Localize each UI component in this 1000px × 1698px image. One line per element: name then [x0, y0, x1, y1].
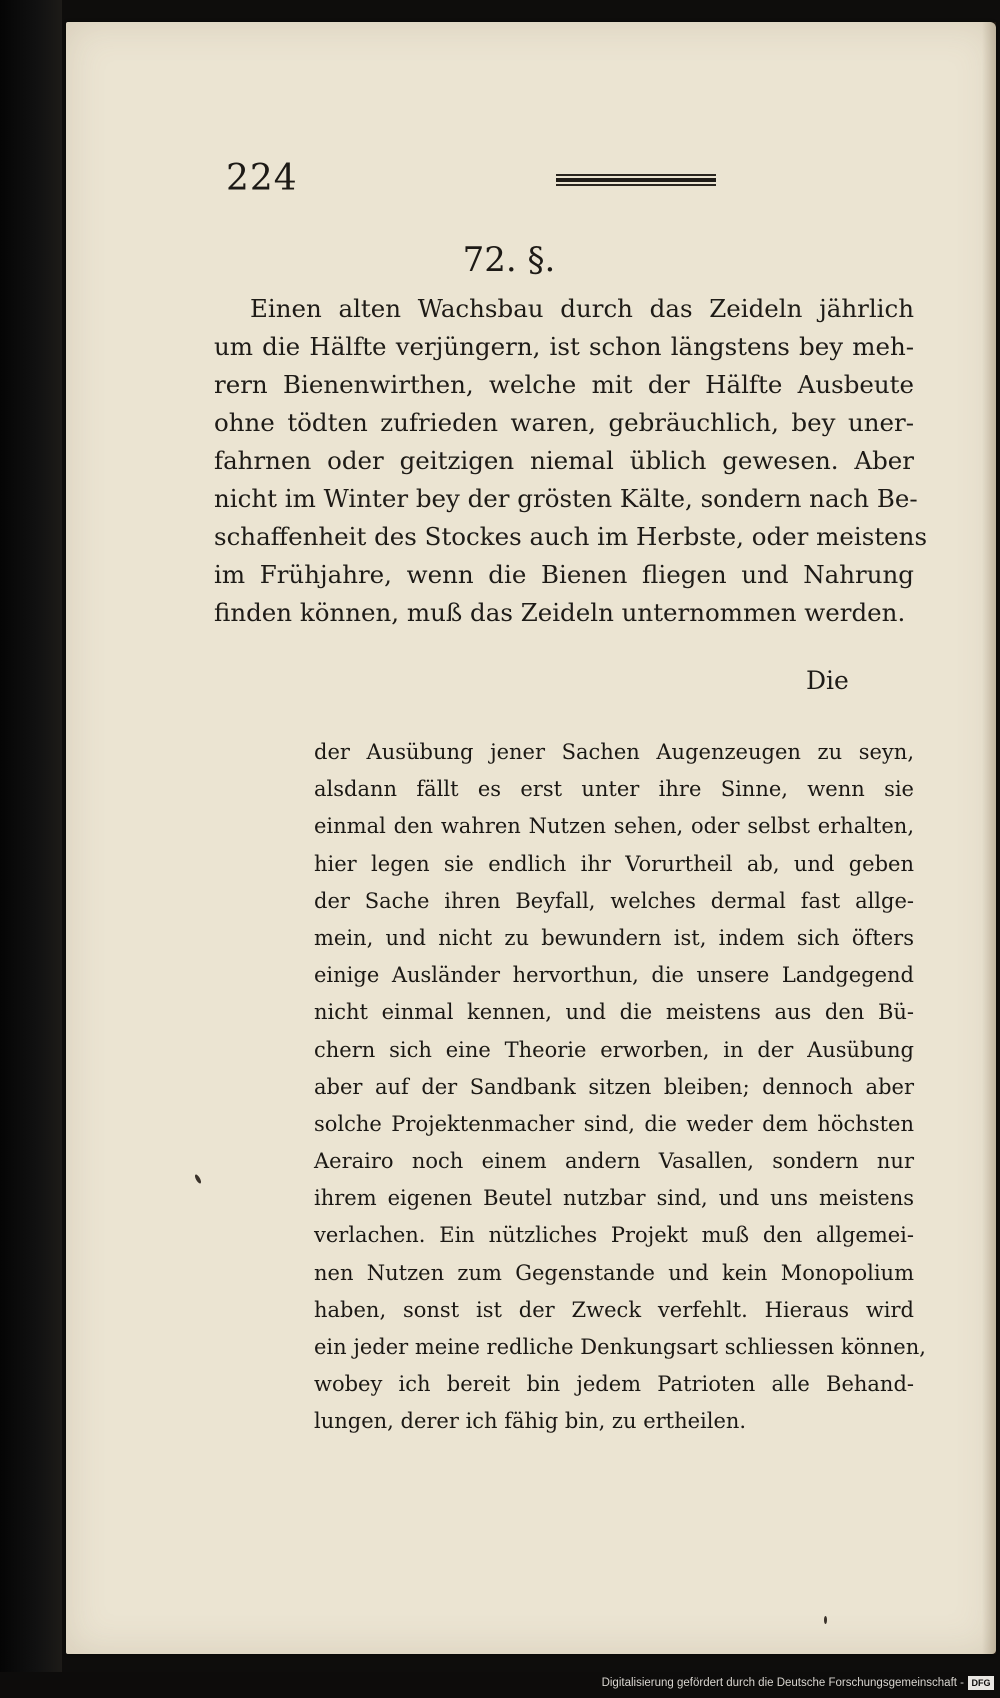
main-line: Einen alten Wachsbau durch das Zeideln jährlich [250, 294, 914, 323]
note-line: haben, sonst ist der Zweck verfehlt. Hieraus wird [314, 1297, 914, 1322]
note-line: nicht einmal kennen, und die meistens aus den Bü- [314, 1000, 914, 1025]
note-line: verlachen. Ein nützliches Projekt muß den allgemei- [314, 1223, 914, 1248]
section-heading: 72. §. [462, 240, 556, 280]
note-line: lungen, derer ich fähig bin, zu ertheilen. [314, 1409, 747, 1434]
main-line: nicht im Winter bey der grösten Kälte, sondern nach Be- [214, 484, 918, 513]
page-header [226, 158, 746, 218]
main-line: rern Bienenwirthen, welche mit der Hälfte Ausbeute [214, 370, 914, 399]
note-line: hier legen sie endlich ihr Vorurtheil ab, und geben [314, 851, 914, 876]
note-line: solche Projektenmacher sind, die weder dem höchsten [314, 1111, 914, 1136]
note-line: einmal den wahren Nutzen sehen, oder selbst erhalten, [314, 814, 914, 839]
paper-speck [194, 1174, 202, 1185]
page-fold-shadow [982, 22, 996, 1654]
note-line: mein, und nicht zu bewundern ist, indem sich öfters [314, 925, 914, 950]
note-line: nen Nutzen zum Gegenstande und kein Monopolium [314, 1260, 914, 1285]
main-line: um die Hälfte verjüngern, ist schon längstens bey meh- [214, 332, 914, 361]
book-page [66, 22, 996, 1654]
footer-credit: Digitalisierung gefördert durch die Deutsche Forschungsgemeinschaft - [601, 1677, 964, 1689]
digitization-footer [0, 1672, 1000, 1698]
main-line: finden können, muß das Zeideln unternommen werden. [214, 598, 906, 627]
main-line: schaffenheit des Stockes auch im Herbste, oder meistens [214, 522, 928, 551]
main-line: ohne tödten zufrieden waren, gebräuchlich, bey uner- [214, 408, 914, 437]
page-number: 224 [226, 158, 298, 199]
note-line: Aerairo noch einem andern Vasallen, sondern nur [314, 1149, 914, 1174]
main-line: fahrnen oder geitzigen niemal üblich gewesen. Aber [214, 446, 914, 475]
paper-speck [824, 1616, 827, 1624]
header-rule [556, 174, 716, 186]
dfg-logo: DFG [968, 1676, 994, 1690]
main-paragraph [214, 290, 928, 632]
note-line: chern sich eine Theorie erworben, in der Ausübung [314, 1037, 914, 1062]
note-line: aber auf der Sandbank sitzen bleiben; dennoch aber [314, 1074, 914, 1099]
note-line: einige Ausländer hervorthun, die unsere Landgegend [314, 963, 914, 988]
note-line: der Sache ihren Beyfall, welches dermal fast allge- [314, 888, 914, 913]
note-line: wobey ich bereit bin jedem Patrioten alle Behand- [314, 1372, 914, 1397]
bleed-through-note [314, 734, 926, 1441]
note-line: ein jeder meine redliche Denkungsart schliessen können, [314, 1335, 926, 1359]
note-line: alsdann fällt es erst unter ihre Sinne, wenn sie [314, 777, 914, 802]
note-line: der Ausübung jener Sachen Augenzeugen zu seyn, [314, 740, 914, 764]
catchword: Die [806, 666, 849, 695]
note-line: ihrem eigenen Beutel nutzbar sind, und uns meistens [314, 1186, 914, 1211]
main-line: im Frühjahre, wenn die Bienen fliegen und Nahrung [214, 560, 914, 589]
